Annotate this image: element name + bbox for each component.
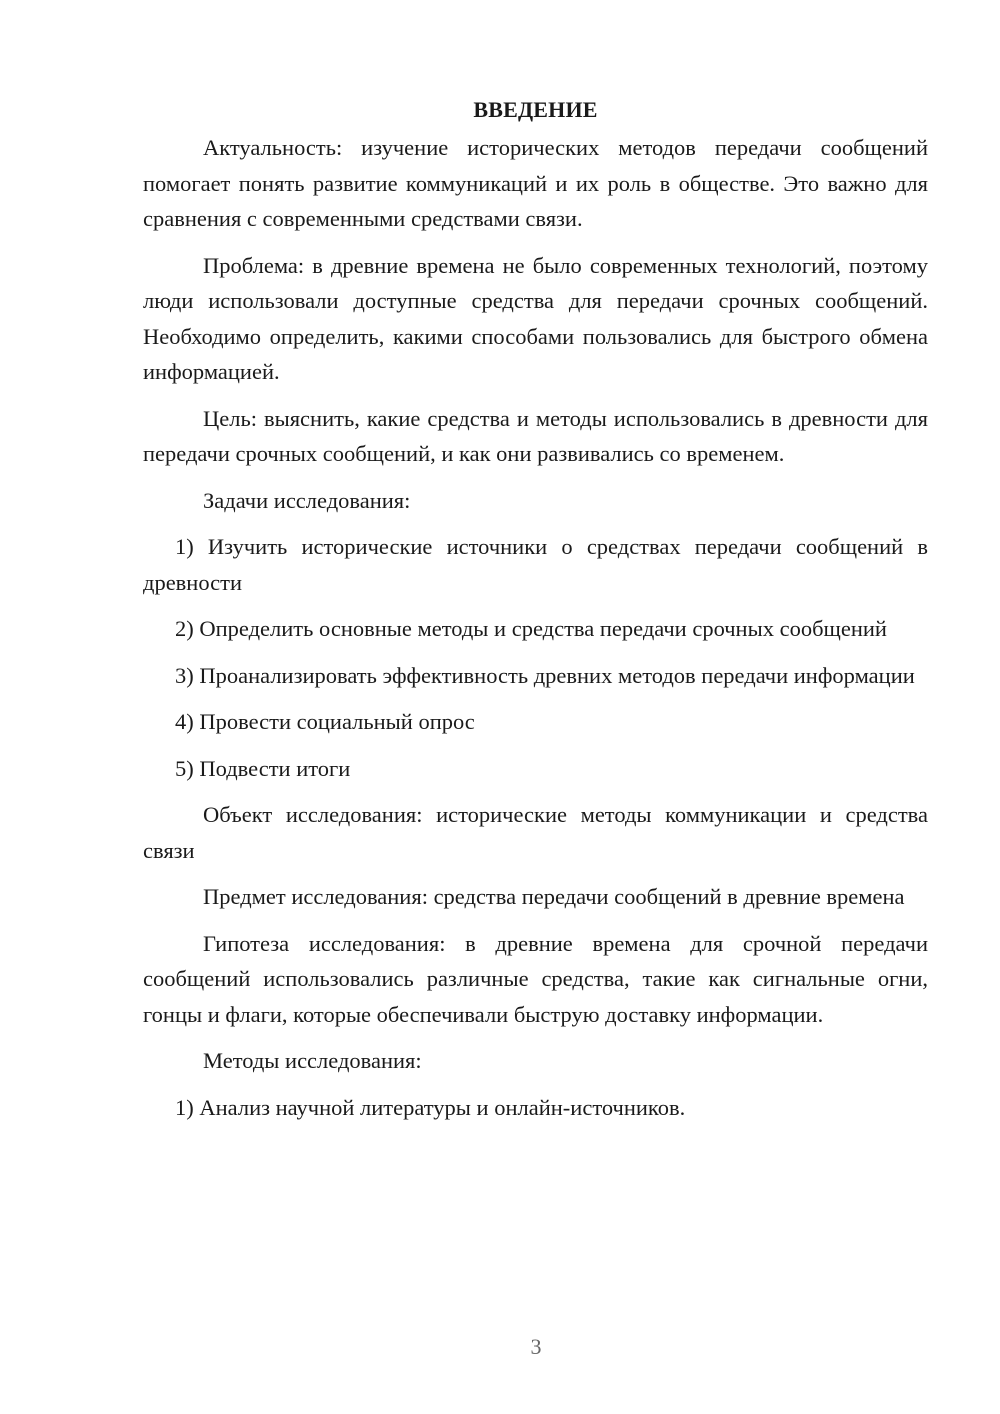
subject-paragraph: Предмет исследования: средства передачи сообщений в древние времена xyxy=(203,884,905,909)
object-paragraph: Объект исследования: исторические методы коммуникации и средства связи xyxy=(143,802,928,863)
page-title: ВВЕДЕНИЕ xyxy=(473,97,598,122)
method-item-1: 1) Анализ научной литературы и онлайн-источников. xyxy=(175,1094,686,1120)
task-item-5: 5) Подвести итоги xyxy=(175,755,351,781)
relevance-paragraph: Актуальность: изучение исторических методов передачи сообщений помогает понять развитие коммуникаций и их роль в обществе. Это важно для сравнения с современными средствами связи. xyxy=(143,135,928,231)
task-item-2: 2) Определить основные методы и средства передачи срочных сообщений xyxy=(175,616,887,641)
task-item-4: 4) Провести социальный опрос xyxy=(175,709,475,734)
tasks-heading: Задачи исследования: xyxy=(203,487,411,513)
document-page xyxy=(143,92,928,1136)
methods-heading: Методы исследования: xyxy=(203,1048,422,1073)
task-item-3: 3) Проанализировать эффективность древних методов передачи информации xyxy=(175,662,915,688)
task-item-1: 1) Изучить исторические источники о средствах передачи сообщений в древности xyxy=(143,534,928,595)
hypothesis-paragraph: Гипотеза исследования: в древние времена для срочной передачи сообщений использовались различные средства, такие как сигнальные огни, гонцы и флаги, которые обеспечивали быструю доставку информации. xyxy=(143,930,928,1027)
page-number: 3 xyxy=(530,1334,542,1359)
problem-paragraph: Проблема: в древние времена не было современных технологий, поэтому люди использовали доступные средства для передачи срочных сообщений. Необходимо определить, какими способами пользовались для быстрого обмена информацией. xyxy=(143,252,928,384)
goal-paragraph: Цель: выяснить, какие средства и методы использовались в древности для передачи срочных сообщений, и как они развивались со временем. xyxy=(143,405,928,466)
